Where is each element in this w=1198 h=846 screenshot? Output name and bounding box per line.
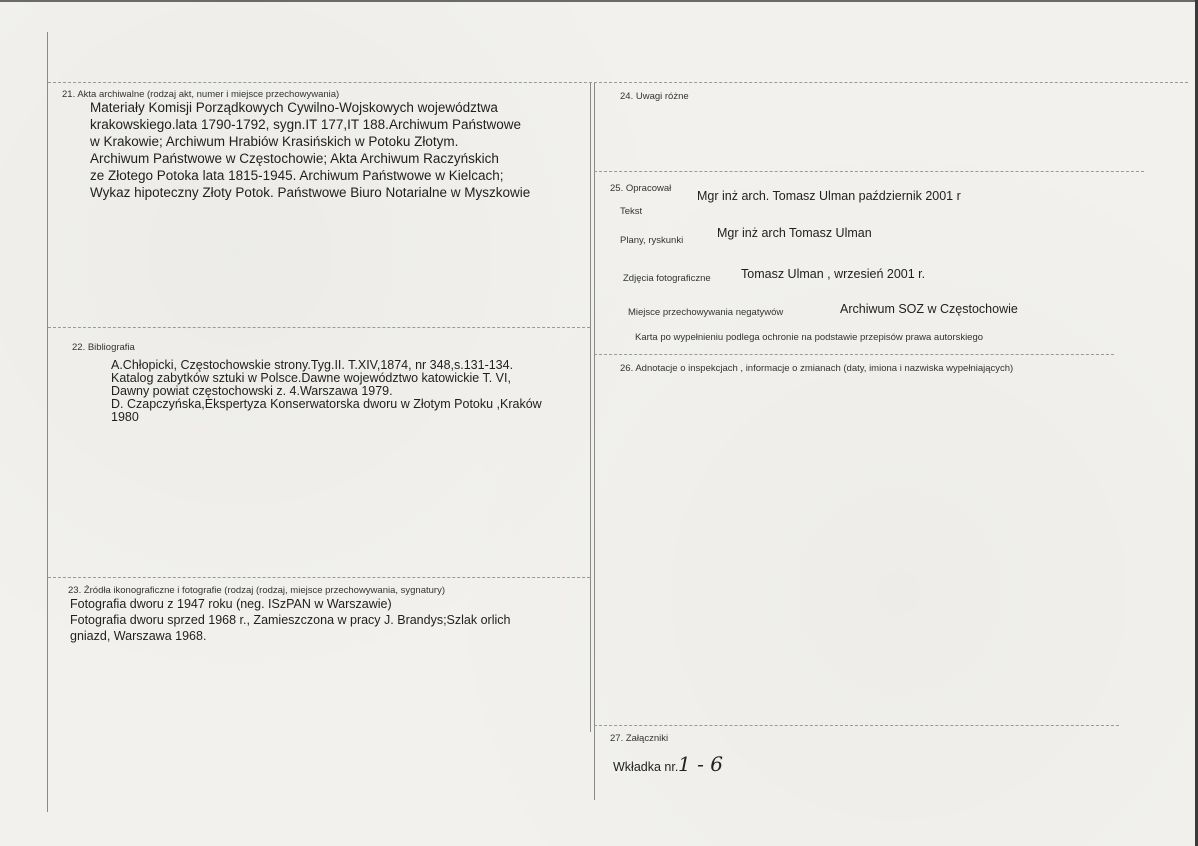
sheet-top-edge <box>0 0 1198 2</box>
left-margin-line <box>47 32 48 812</box>
miejsce-label: Miejsce przechowywania negatywów <box>628 307 784 318</box>
divider-22-23 <box>48 577 590 578</box>
plany-value: Mgr inż arch Tomasz Ulman <box>717 226 872 240</box>
section-22-line: A.Chłopicki, Częstochowskie strony.Tyg.II. T.XIV,1874, nr 348,s.131-134. <box>111 358 514 372</box>
miejsce-value: Archiwum SOZ w Częstochowie <box>840 302 1018 316</box>
section-23-label: 23. Źródła ikonograficzne i fotografie (rodzaj (rodzaj, miejsce przechowywania, sygnatury) <box>68 585 446 596</box>
section-23-line: Fotografia dworu z 1947 roku (neg. ISzPAN w Warszawie) <box>70 597 392 611</box>
section-22-line: Dawny powiat częstochowski z. 4.Warszawa 1979. <box>111 384 393 398</box>
section-24-label: 24. Uwagi różne <box>620 91 689 102</box>
tekst-value: Mgr inż arch. Tomasz Ulman październik 2001 r <box>697 189 961 203</box>
section-25-label: 25. Opracował <box>610 183 672 194</box>
wkladka-value-handwritten: 1 - 6 <box>678 752 723 776</box>
section-22-text <box>111 359 542 424</box>
divider-24-25 <box>594 171 1144 172</box>
section-21-line: w Krakowie; Archiwum Hrabiów Krasińskich w Potoku Złotym. <box>90 134 459 149</box>
section-23-line: gniazd, Warszawa 1968. <box>70 629 207 643</box>
section-21-text <box>90 99 530 201</box>
section-27-label: 27. Załączniki <box>610 733 669 744</box>
section-21-label: 21. Akta archiwalne (rodzaj akt, numer i miejsce przechowywania) <box>62 89 340 100</box>
section-23-line: Fotografia dworu sprzed 1968 r., Zamieszczona w pracy J. Brandys;Szlak orlich <box>70 613 511 627</box>
tekst-label: Tekst <box>620 206 643 217</box>
column-divider-right <box>594 82 595 800</box>
plany-label: Plany, ryskunki <box>620 235 684 246</box>
section-26-label: 26. Adnotacje o inspekcjach , informacje o zmianach (daty, imiona i nazwiska wypełniających) <box>620 363 1014 374</box>
section-21-line: Materiały Komisji Porządkowych Cywilno-Wojskowych województwa <box>90 100 498 115</box>
section-23-text <box>70 596 510 644</box>
zdjecia-label: Zdjęcia fotograficzne <box>623 273 711 284</box>
section-21-line: krakowskiego.lata 1790-1792, sygn.IT 177,IT 188.Archiwum Państwowe <box>90 117 521 132</box>
section-22-line: 1980 <box>111 410 139 424</box>
column-divider-left <box>590 82 591 732</box>
divider-26-27 <box>594 725 1119 726</box>
copyright-note: Karta po wypełnieniu podlega ochronie na podstawie przepisów prawa autorskiego <box>635 332 984 343</box>
section-21-line: Wykaz hipoteczny Złoty Potok. Państwowe Biuro Notarialne w Myszkowie <box>90 185 531 200</box>
wkladka-label: Wkładka nr. <box>613 760 679 774</box>
section-22-line: D. Czapczyńska,Ekspertyza Konserwatorska dworu w Złotym Potoku ,Kraków <box>111 397 542 411</box>
section-22-line: Katalog zabytków sztuki w Polsce.Dawne województwo katowickie T. VI, <box>111 371 511 385</box>
divider-25-26 <box>594 354 1114 355</box>
section-21-line: ze Złotego Potoka lata 1815-1945. Archiwum Państwowe w Kielcach; <box>90 168 504 183</box>
section-21-line: Archiwum Państwowe w Częstochowie; Akta Archiwum Raczyńskich <box>90 151 499 166</box>
divider-21-22 <box>48 327 590 328</box>
divider-top <box>48 82 1188 83</box>
zdjecia-value: Tomasz Ulman , wrzesień 2001 r. <box>741 267 926 281</box>
section-22-label: 22. Bibliografia <box>72 342 135 353</box>
